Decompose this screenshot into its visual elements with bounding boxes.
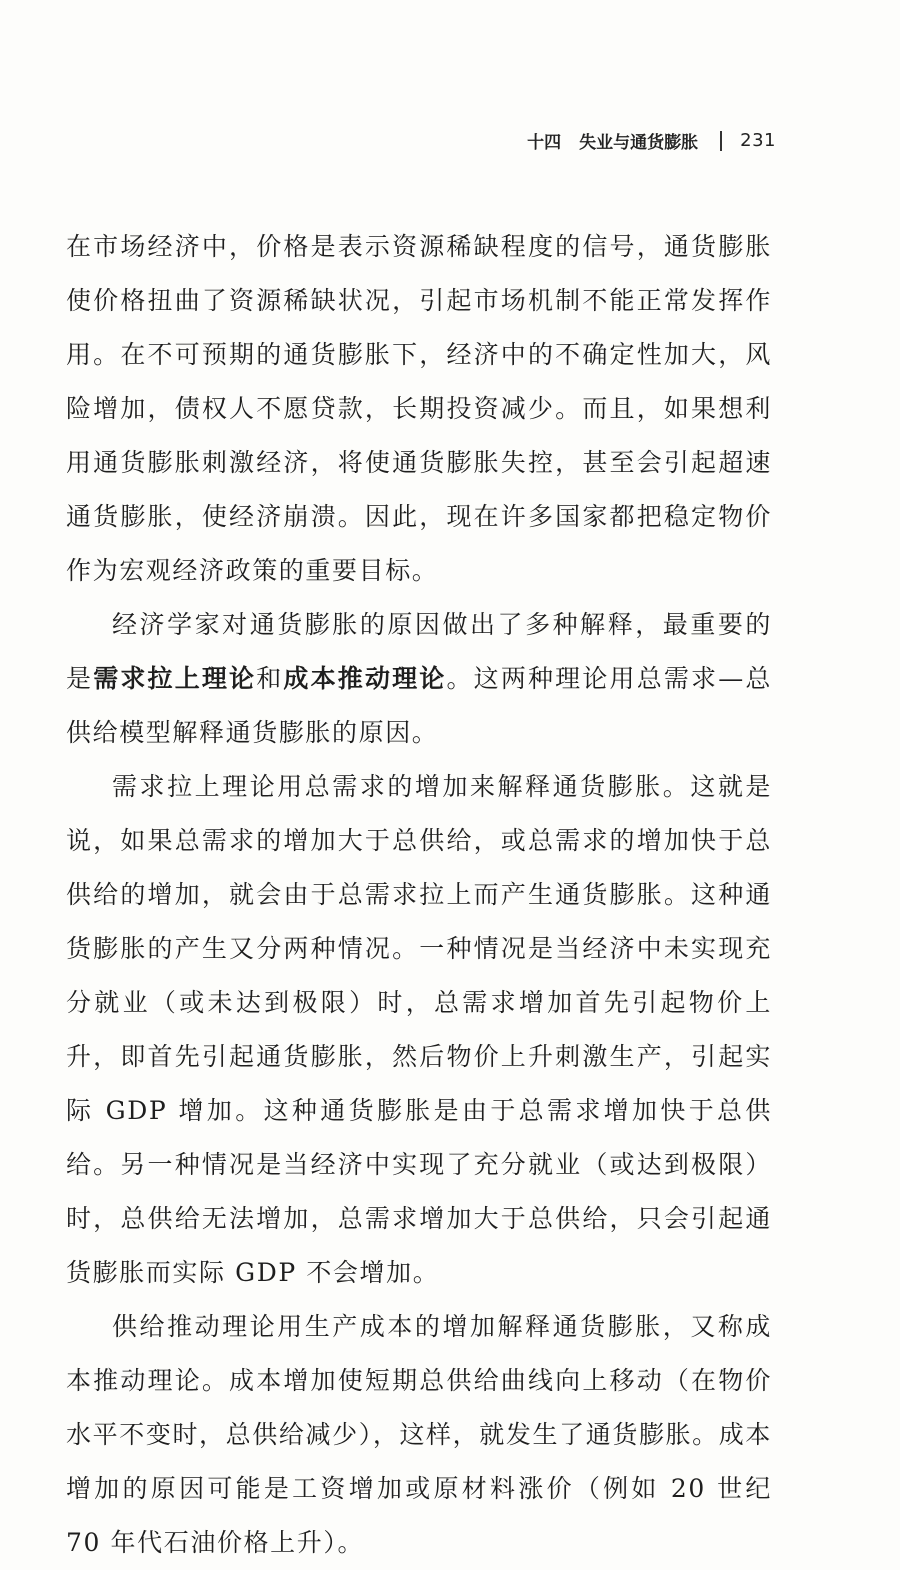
header-divider <box>720 131 722 151</box>
paragraph-2-text-b: 和 <box>256 664 284 693</box>
paragraph-2-text-a: 经济学家对通货膨胀的原因做出了多种解释，最重要的是 <box>66 610 772 693</box>
page-number: 231 <box>740 130 776 151</box>
paragraph-4: 供给推动理论用生产成本的增加解释通货膨胀，又称成本推动理论。成本增加使短期总供给曲线向上移动（在物价水平不变时，总供给减少），这样，就发生了通货膨胀。成本增加的原因可能是工资增加或原材料涨价（例如 20 世纪 70 年代石油价格上升）。 <box>66 1312 772 1557</box>
term-cost-push: 成本推动理论 <box>283 664 447 693</box>
paragraph-2 <box>66 598 772 760</box>
chapter-title: 失业与通货膨胀 <box>579 133 699 153</box>
running-header <box>527 128 776 153</box>
chapter-number: 十四 <box>527 133 562 153</box>
paragraph-2-text-c: 。这两种理论用总需求—总供给模型解释通货膨胀的原因。 <box>66 664 772 747</box>
paragraph-1: 在市场经济中，价格是表示资源稀缺程度的信号，通货膨胀使价格扭曲了资源稀缺状况，引起市场机制不能正常发挥作用。在不可预期的通货膨胀下，经济中的不确定性加大，风险增加，债权人不愿贷款，长期投资减少。而且，如果想利用通货膨胀刺激经济，将使通货膨胀失控，甚至会引起超速通货膨胀，使经济崩溃。因此，现在许多国家都把稳定物价作为宏观经济政策的重要目标。 <box>66 232 772 585</box>
term-demand-pull: 需求拉上理论 <box>93 664 257 693</box>
paragraph-3: 需求拉上理论用总需求的增加来解释通货膨胀。这就是说，如果总需求的增加大于总供给，或总需求的增加快于总供给的增加，就会由于总需求拉上而产生通货膨胀。这种通货膨胀的产生又分两种情况。一种情况是当经济中未实现充分就业（或未达到极限）时，总需求增加首先引起物价上升，即首先引起通货膨胀，然后物价上升刺激生产，引起实际 GDP 增加。这种通货膨胀是由于总需求增加快于总供给。另一种情况是当经济中实现了充分就业（或达到极限）时，总供给无法增加，总需求增加大于总供给，只会引起通货膨胀而实际 GDP 不会增加。 <box>66 772 772 1287</box>
body-text <box>66 220 772 1570</box>
